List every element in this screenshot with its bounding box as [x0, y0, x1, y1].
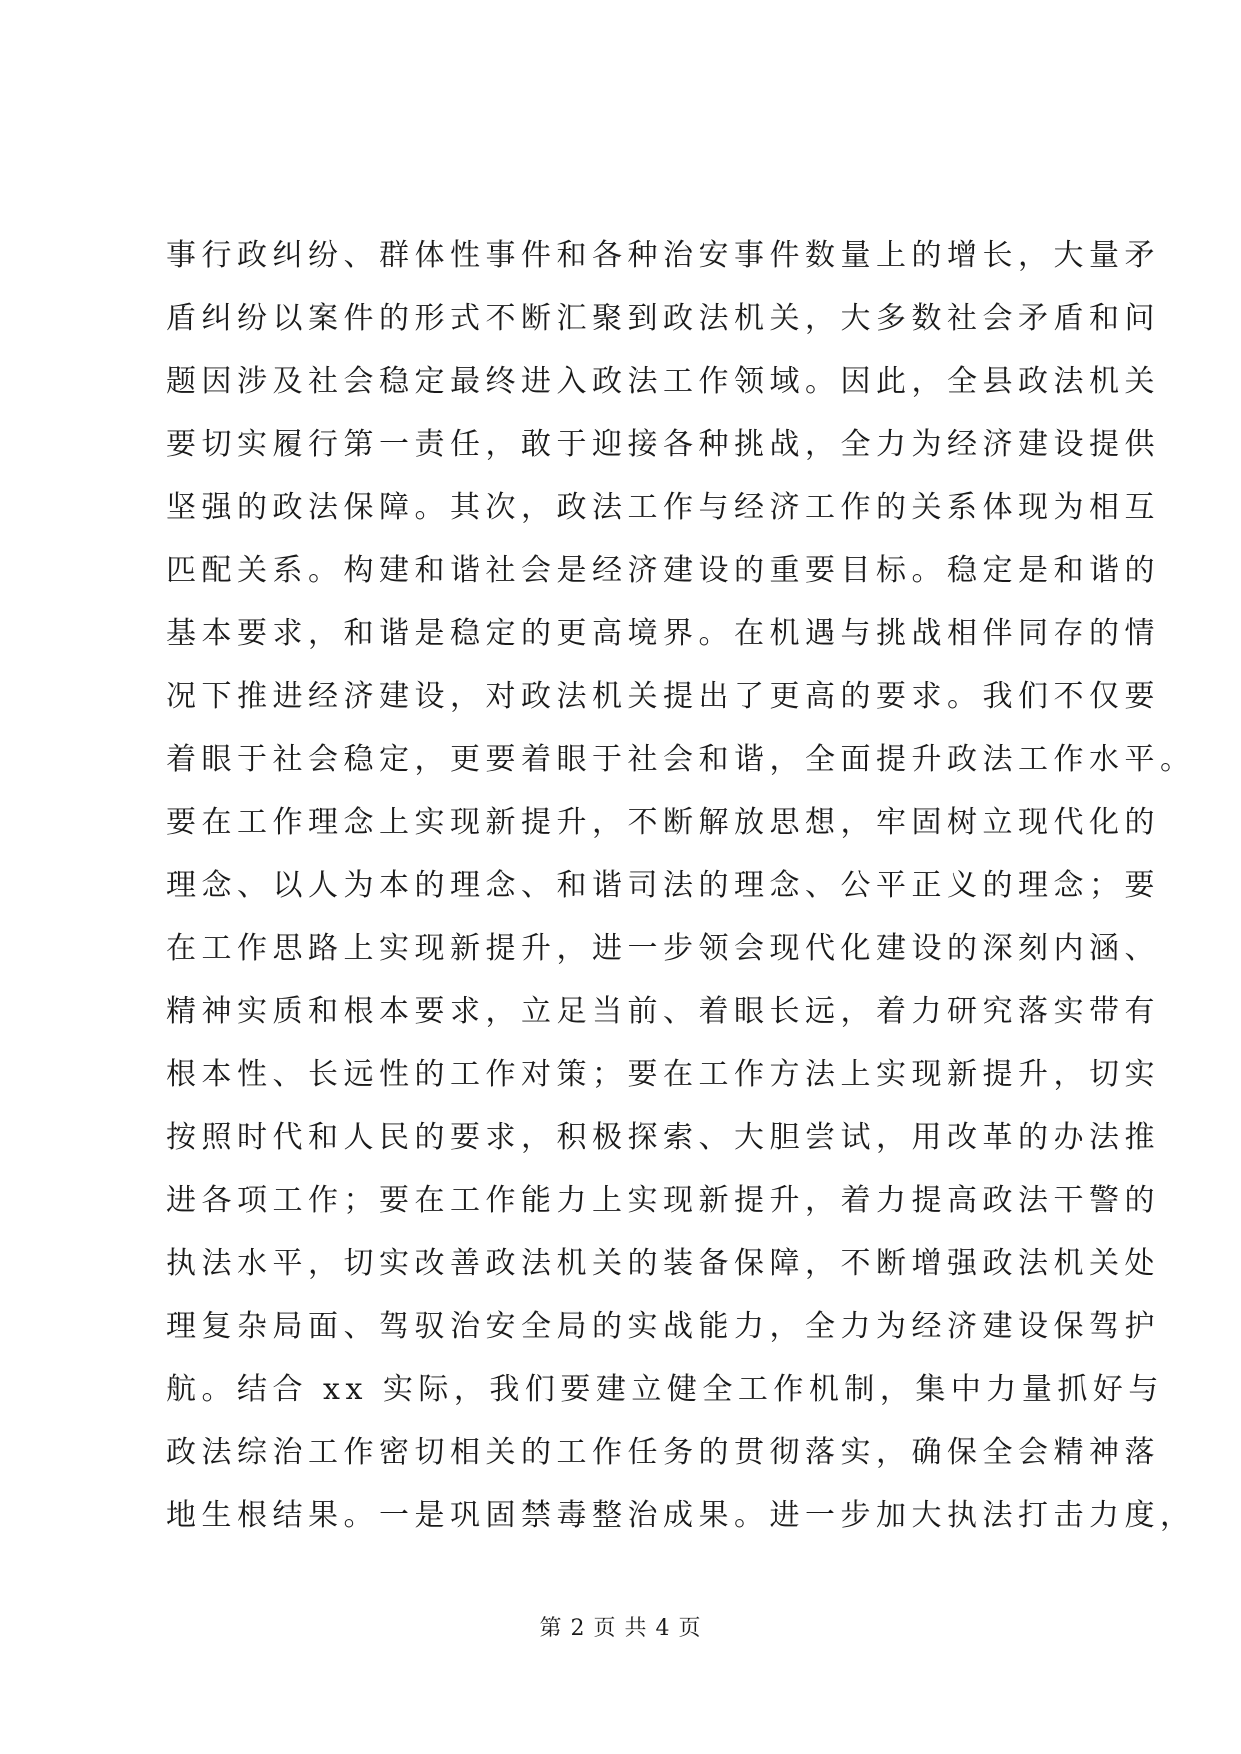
text-line-5: 坚强的政法保障。其次，政法工作与经济工作的关系体现为相互 — [166, 490, 1160, 525]
text-line-14: 根本性、长远性的工作对策；要在工作方法上实现新提升，切实 — [166, 1057, 1160, 1092]
text-line-20: 政法综治工作密切相关的工作任务的贯彻落实，确保全会精神落 — [166, 1435, 1160, 1470]
text-line-7: 基本要求，和谐是稳定的更高境界。在机遇与挑战相伴同存的情 — [166, 616, 1160, 651]
text-line-10: 要在工作理念上实现新提升，不断解放思想，牢固树立现代化的 — [166, 805, 1160, 840]
text-line-21: 地生根结果。一是巩固禁毒整治成果。进一步加大执法打击力度， — [166, 1498, 1196, 1533]
text-line-6: 匹配关系。构建和谐社会是经济建设的重要目标。稳定是和谐的 — [166, 553, 1160, 588]
text-line-12: 在工作思路上实现新提升，进一步领会现代化建设的深刻内涵、 — [166, 931, 1160, 966]
text-line-2: 盾纠纷以案件的形式不断汇聚到政法机关，大多数社会矛盾和问 — [166, 301, 1160, 336]
text-line-17: 执法水平，切实改善政法机关的装备保障，不断增强政法机关处 — [166, 1246, 1160, 1281]
text-line-13: 精神实质和根本要求，立足当前、着眼长远，着力研究落实带有 — [166, 994, 1160, 1029]
text-line-18: 理复杂局面、驾驭治安全局的实战能力，全力为经济建设保驾护 — [166, 1309, 1160, 1344]
text-line-11: 理念、以人为本的理念、和谐司法的理念、公平正义的理念；要 — [166, 868, 1160, 903]
text-line-19: 航。结合 xx 实际，我们要建立健全工作机制，集中力量抓好与 — [166, 1372, 1164, 1407]
text-line-9: 着眼于社会稳定，更要着眼于社会和谐，全面提升政法工作水平。 — [166, 742, 1196, 777]
text-line-1: 事行政纠纷、群体性事件和各种治安事件数量上的增长，大量矛 — [166, 238, 1160, 273]
page-footer: 第 2 页 共 4 页 — [539, 1616, 702, 1641]
body-text — [166, 224, 1196, 1547]
text-line-4: 要切实履行第一责任，敢于迎接各种挑战，全力为经济建设提供 — [166, 427, 1160, 462]
text-line-8: 况下推进经济建设，对政法机关提出了更高的要求。我们不仅要 — [166, 679, 1160, 714]
text-line-15: 按照时代和人民的要求，积极探索、大胆尝试，用改革的办法推 — [166, 1120, 1160, 1155]
text-line-3: 题因涉及社会稳定最终进入政法工作领域。因此，全县政法机关 — [166, 364, 1160, 399]
text-line-16: 进各项工作；要在工作能力上实现新提升，着力提高政法干警的 — [166, 1183, 1160, 1218]
